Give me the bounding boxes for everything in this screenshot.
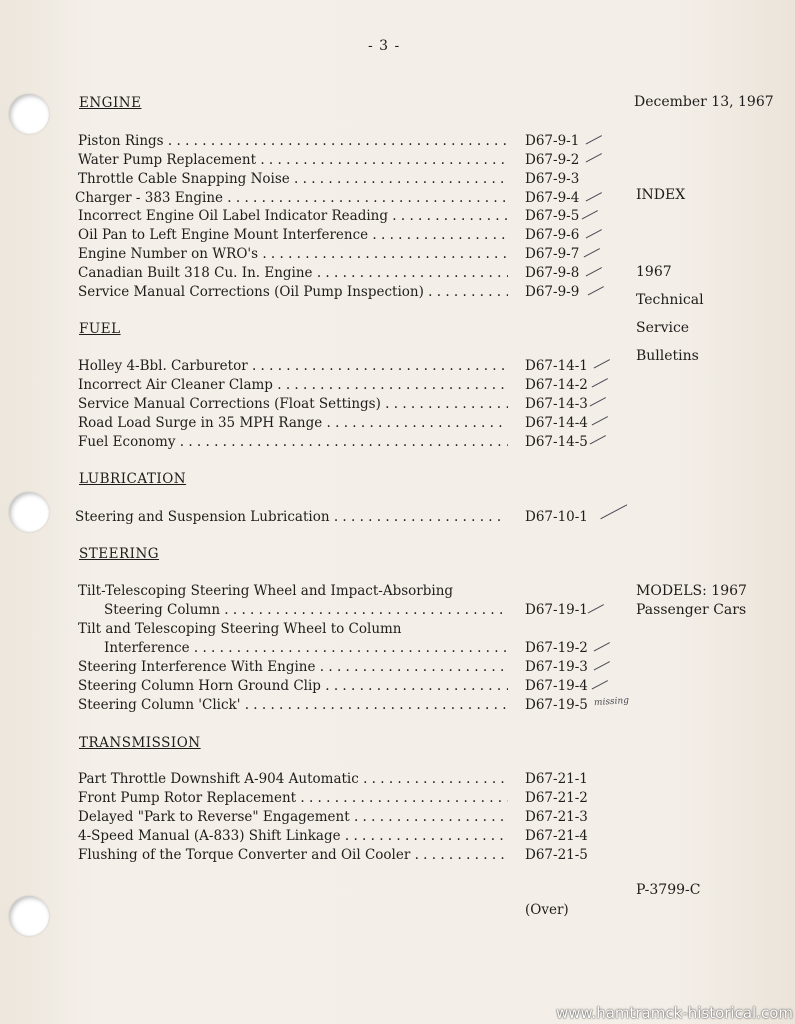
item-title: Steering Column . . . (104, 602, 508, 618)
item-title: Canadian Built 318 Cu. In. Engine . . . (78, 265, 508, 281)
bulletin-code: D67-21-1 (525, 771, 588, 787)
index-row (78, 697, 608, 717)
index-row (78, 640, 608, 660)
section-heading-transmission: TRANSMISSION (79, 735, 201, 751)
bulletin-code: D67-9-6 (525, 227, 580, 243)
index-row (78, 415, 608, 435)
index-row (78, 246, 608, 266)
bulletin-code: D67-19-1 (525, 602, 588, 618)
bulletin-code: D67-14-4 (525, 415, 588, 431)
index-row (78, 678, 608, 698)
index-row (78, 828, 608, 848)
bulletin-code: D67-9-3 (525, 171, 580, 187)
index-row (75, 190, 605, 210)
item-title: Front Pump Rotor Replacement . . . (78, 790, 508, 806)
item-title: Part Throttle Downshift A-904 Automatic . . . (78, 771, 508, 787)
index-row (78, 771, 608, 791)
index-row (78, 809, 608, 829)
index-row (78, 659, 608, 679)
item-title: Steering Column Horn Ground Clip . . . (78, 678, 508, 694)
section-heading-lubrication: LUBRICATION (79, 471, 187, 487)
section-heading-steering: STEERING (79, 546, 160, 562)
item-title: Throttle Cable Snapping Noise . . . (78, 171, 508, 187)
item-title: Service Manual Corrections (Float Settings) . . . (78, 396, 508, 412)
bulletin-code: D67-19-2 (525, 640, 588, 656)
bulletin-code: D67-14-3 (525, 396, 588, 412)
side-note-index: INDEX (636, 187, 686, 203)
item-title: Tilt and Telescoping Steering Wheel to Column (78, 621, 402, 637)
side-note-year: 1967 (636, 264, 672, 280)
index-row (78, 602, 608, 622)
models-label: MODELS: 1967 (636, 583, 747, 599)
index-row (78, 621, 608, 641)
item-title: Steering Column 'Click' . . . (78, 697, 508, 713)
bulletin-code: D67-19-5 (525, 697, 588, 713)
bulletin-code: D67-10-1 (525, 509, 588, 525)
item-title: Incorrect Air Cleaner Clamp . . . (78, 377, 508, 393)
watermark-text: www.hamtramck-historical.com (556, 1004, 793, 1022)
index-row (78, 152, 608, 172)
index-row (78, 396, 608, 416)
bulletin-code: D67-9-9 (525, 284, 580, 300)
bulletin-code: D67-21-3 (525, 809, 588, 825)
bulletin-code: D67-21-5 (525, 847, 588, 863)
item-title: Oil Pan to Left Engine Mount Interference . . . (78, 227, 508, 243)
index-row (78, 847, 608, 867)
item-title: Engine Number on WRO's . . . (78, 246, 508, 262)
bulletin-code: D67-21-4 (525, 828, 588, 844)
bulletin-code: D67-9-7 (525, 246, 580, 262)
handwritten-note: missing (593, 695, 630, 709)
item-title: Delayed "Park to Reverse" Engagement . . . (78, 809, 508, 825)
index-row (78, 790, 608, 810)
index-row (78, 133, 608, 153)
binder-hole (9, 492, 49, 532)
item-title: 4-Speed Manual (A-833) Shift Linkage . . . (78, 828, 508, 844)
item-title: Fuel Economy . . . (78, 434, 508, 450)
index-row (78, 265, 608, 285)
continuation-note: (Over) (525, 902, 569, 918)
side-note-service: Service (636, 320, 690, 336)
bulletin-code: D67-9-2 (525, 152, 580, 168)
binder-hole (9, 896, 49, 936)
item-title: Steering and Suspension Lubrication . . . (75, 509, 505, 525)
item-title: Steering Interference With Engine . . . (78, 659, 508, 675)
bulletin-code: D67-14-1 (525, 358, 588, 374)
binder-hole (9, 94, 49, 134)
bulletin-date: December 13, 1967 (634, 94, 774, 110)
item-title: Charger - 383 Engine . . . (75, 190, 505, 206)
section-heading-engine: ENGINE (79, 95, 142, 111)
bulletin-code: D67-9-1 (525, 133, 580, 149)
bulletin-code: D67-14-2 (525, 377, 588, 393)
bulletin-code: D67-9-5 (525, 208, 580, 224)
index-row (78, 377, 608, 397)
item-title: Tilt-Telescoping Steering Wheel and Impact-Absorbing (78, 583, 454, 599)
index-row (78, 434, 608, 454)
bulletin-code: D67-21-2 (525, 790, 588, 806)
bulletin-code: D67-9-8 (525, 265, 580, 281)
document-code: P-3799-C (636, 882, 701, 898)
bulletin-code: D67-9-4 (525, 190, 580, 206)
index-row (78, 208, 608, 228)
index-row (78, 171, 608, 191)
bulletin-code: D67-19-4 (525, 678, 588, 694)
item-title: Flushing of the Torque Converter and Oil Cooler . . . (78, 847, 508, 863)
item-title: Road Load Surge in 35 MPH Range . . . (78, 415, 508, 431)
index-row (78, 583, 608, 603)
section-heading-fuel: FUEL (79, 321, 121, 337)
item-title: Water Pump Replacement . . . (78, 152, 508, 168)
item-title: Piston Rings . . . (78, 133, 508, 149)
index-row (78, 227, 608, 247)
handwritten-check-mark (595, 494, 628, 520)
index-row (75, 509, 605, 529)
item-title: Interference . . . (104, 640, 508, 656)
models-value: Passenger Cars (636, 602, 747, 618)
index-row (78, 358, 608, 378)
bulletin-code: D67-19-3 (525, 659, 588, 675)
item-title: Holley 4-Bbl. Carburetor . . . (78, 358, 508, 374)
page-number: - 3 - (368, 38, 401, 54)
item-title: Incorrect Engine Oil Label Indicator Reading . . . (78, 208, 508, 224)
side-note-bulletins: Bulletins (636, 348, 699, 364)
side-note-technical: Technical (636, 292, 704, 308)
index-row (78, 284, 608, 304)
item-title: Service Manual Corrections (Oil Pump Inspection) . . . (78, 284, 508, 300)
bulletin-code: D67-14-5 (525, 434, 588, 450)
